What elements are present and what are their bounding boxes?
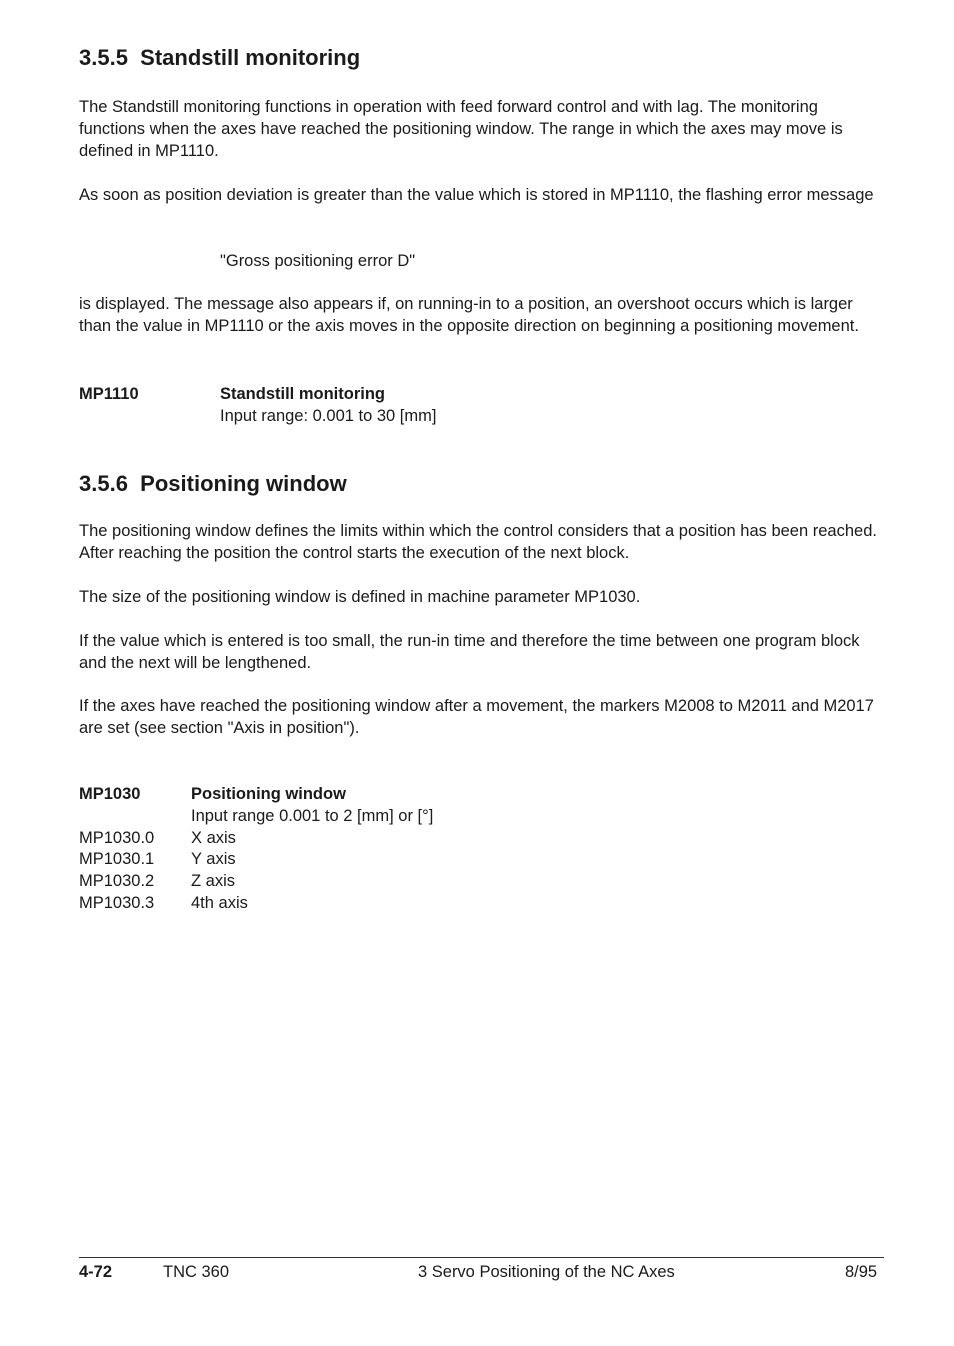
- section-heading-positioning-window: [79, 471, 347, 497]
- paragraph: If the value which is entered is too small, the run-in time and therefore the time between one program block and the next will be lengthened.: [79, 632, 860, 672]
- paragraph: The positioning window defines the limits within which the control considers that a position has been reached. After reaching the position the control starts the execution of the next block.: [79, 522, 877, 562]
- param-range: Input range 0.001 to 2 [mm] or [°]: [191, 807, 434, 825]
- sub-param-label: X axis: [191, 829, 236, 847]
- sub-param-id: MP1030.0: [79, 829, 155, 847]
- sub-param-id: MP1030.3: [79, 894, 155, 912]
- param-id: MP1030: [79, 785, 141, 803]
- param-range: Input range: 0.001 to 30 [mm]: [220, 407, 437, 425]
- paragraph: The size of the positioning window is defined in machine parameter MP1030.: [79, 588, 641, 606]
- footer-product: TNC 360: [163, 1263, 230, 1281]
- sub-param-id: MP1030.1: [79, 850, 155, 868]
- paragraph: The Standstill monitoring functions in operation with feed forward control and with lag. The monitoring functions when the axes have reached the positioning window. The range in which the axes may move is defined in MP1110.: [79, 98, 843, 160]
- footer-chapter: 3 Servo Positioning of the NC Axes: [418, 1263, 675, 1281]
- section-heading-standstill: [79, 45, 360, 71]
- section-number: 3.5.6: [79, 471, 128, 496]
- param-name: Positioning window: [191, 785, 346, 803]
- param-name: Standstill monitoring: [220, 385, 385, 403]
- footer-date: 8/95: [845, 1263, 878, 1281]
- section-number: 3.5.5: [79, 45, 128, 70]
- sub-param-label: 4th axis: [191, 894, 248, 912]
- footer-divider: [79, 1257, 884, 1258]
- paragraph: If the axes have reached the positioning window after a movement, the markers M2008 to M2011 and M2017 are set (see section "Axis in position").: [79, 697, 874, 737]
- param-id: MP1110: [79, 385, 139, 403]
- footer-page-number: 4-72: [79, 1263, 113, 1281]
- sub-param-label: Z axis: [191, 872, 236, 890]
- paragraph: is displayed. The message also appears if, on running-in to a position, an overshoot occurs which is larger than the value in MP1110 or the axis moves in the opposite direction on beginning a positioning movement.: [79, 295, 859, 335]
- sub-param-id: MP1030.2: [79, 872, 155, 890]
- section-title: Positioning window: [140, 471, 347, 496]
- section-title: Standstill monitoring: [140, 45, 361, 70]
- sub-param-label: Y axis: [191, 850, 236, 868]
- paragraph: As soon as position deviation is greater than the value which is stored in MP1110, the flashing error message: [79, 186, 874, 204]
- error-message-quote: "Gross positioning error D": [220, 252, 416, 270]
